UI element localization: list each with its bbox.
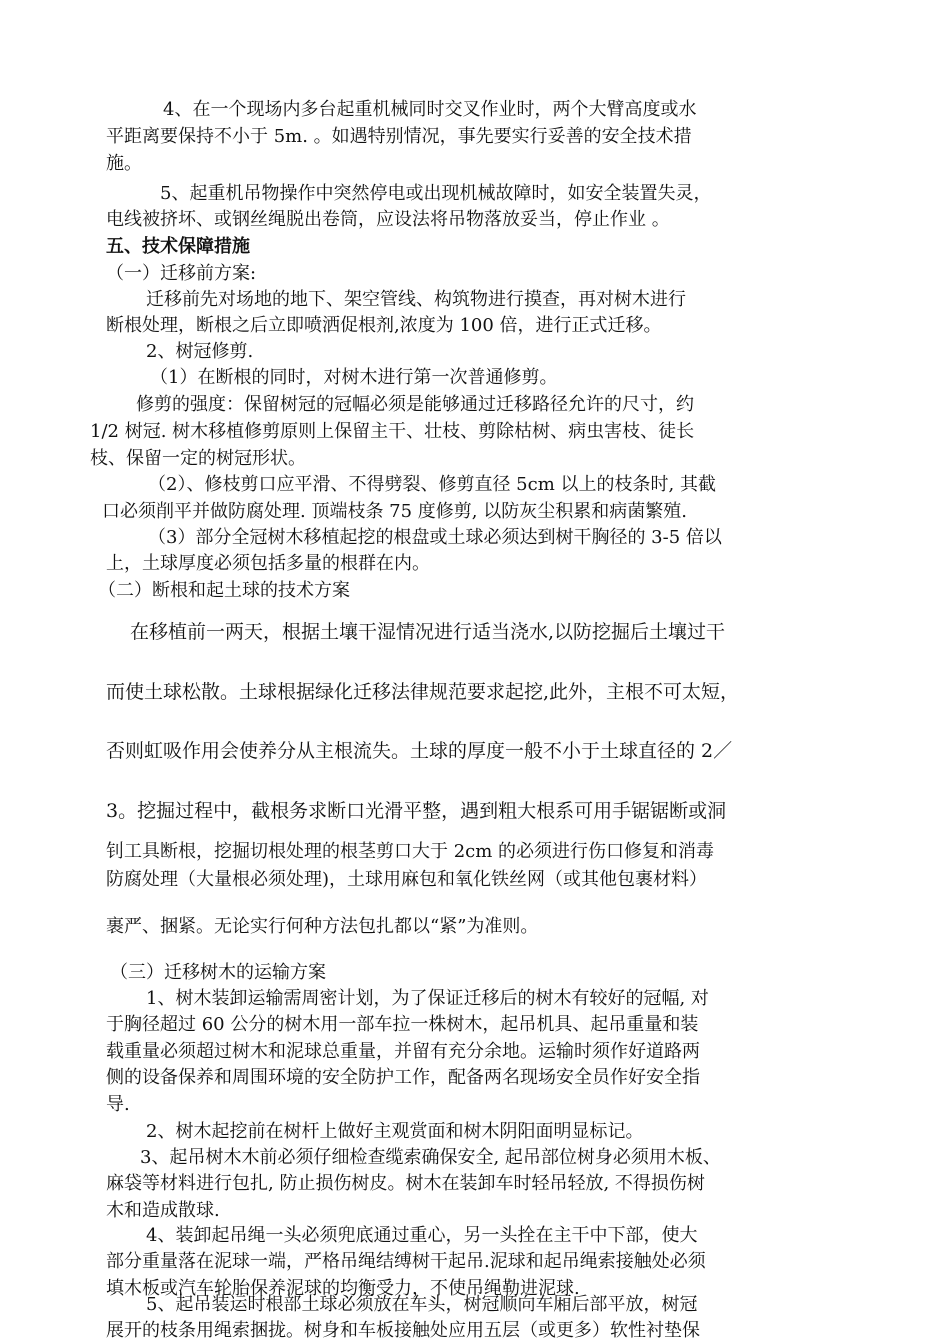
paragraph-line: 上，土球厚度必须包括多量的根群在内。 <box>106 553 430 574</box>
paragraph-line: 2、树冠修剪. <box>146 341 254 362</box>
paragraph-line: 侧的设备保养和周围环境的安全防护工作，配备两名现场安全员作好安全指 <box>106 1067 700 1088</box>
paragraph-line: 断根处理，断根之后立即喷洒促根剂,浓度为 100 倍，进行正式迁移。 <box>106 315 662 336</box>
paragraph-line: 2、树木起挖前在树杆上做好主观赏面和树木阴阳面明显标记。 <box>146 1121 644 1142</box>
paragraph-line: 3。挖掘过程中，截根务求断口光滑平整，遇到粗大根系可用手锯锯断或洞 <box>106 800 727 822</box>
paragraph-line: 4、装卸起吊绳一头必须兜底通过重心，另一头拴在主干中下部，使大 <box>146 1225 698 1246</box>
paragraph-line: 枝、保留一定的树冠形状。 <box>90 448 306 469</box>
paragraph-line: 5、起吊装运时根部土球必须放在车头，树冠顺向车厢后部平放，树冠 <box>146 1294 698 1315</box>
paragraph-line: 否则虹吸作用会使养分从主根流失。土球的厚度一般不小于土球直径的 2／ <box>106 740 733 762</box>
paragraph-line: 电线被挤坏、或钢丝绳脱出卷筒，应设法将吊物落放妥当，停止作业 。 <box>106 209 670 230</box>
subsection-heading: （二）断根和起土球的技术方案 <box>98 580 350 601</box>
paragraph-line: （1）在断根的同时，对树木进行第一次普通修剪。 <box>150 367 558 388</box>
paragraph-line: 展开的枝条用绳索捆拢。树身和车板接触处应用五层（或更多）软性衬垫保 <box>106 1320 700 1341</box>
paragraph-line: 裹严、捆紧。无论实行何种方法包扎都以“紧”为准则。 <box>106 916 539 937</box>
paragraph-line: 在移植前一两天，根据土壤干湿情况进行适当浇水,以防挖掘后土壤过干 <box>130 621 726 643</box>
paragraph-line: 平距离要保持不小于 5m. 。如遇特别情况，事先要实行妥善的安全技术措 <box>106 126 692 147</box>
paragraph-line: 3、起吊树木木前必须仔细检查缆索确保安全, 起吊部位树身必须用木板、 <box>140 1147 721 1168</box>
paragraph-line: 填木板或汽车轮胎保养泥球的均衡受力，不使吊绳勒进泥球. <box>106 1278 580 1299</box>
paragraph-line: （3）部分全冠树木移植起挖的根盘或土球必须达到树干胸径的 3-5 倍以 <box>148 527 722 548</box>
subsection-heading: （三）迁移树木的运输方案 <box>110 962 326 983</box>
paragraph-line: 而使土球松散。土球根据绿化迁移法律规范要求起挖,此外，主根不可太短， <box>106 681 740 703</box>
section-heading: 五、技术保障措施 <box>106 236 250 257</box>
paragraph-line: 5、起重机吊物操作中突然停电或出现机械故障时，如安全装置失灵， <box>160 183 712 204</box>
paragraph-line: 麻袋等材料进行包扎, 防止损伤树皮。树木在装卸车时轻吊轻放, 不得损伤树 <box>106 1173 705 1194</box>
paragraph-line: 导. <box>106 1094 130 1115</box>
paragraph-line: （2）、修枝剪口应平滑、不得劈裂、修剪直径 5cm 以上的枝条时, 其截 <box>148 474 716 495</box>
paragraph-line: 施。 <box>106 153 142 174</box>
paragraph-line: 口必须削平并做防腐处理. 顶端枝条 75 度修剪, 以防灰尘积累和病菌繁殖. <box>102 501 687 522</box>
paragraph-line: 1、树木装卸运输需周密计划，为了保证迁移后的树木有较好的冠幅, 对 <box>146 988 709 1009</box>
paragraph-line: 1/2 树冠. 树木移植修剪原则上保留主干、壮枝、剪除枯树、病虫害枝、徒长 <box>90 421 695 442</box>
paragraph-line: 于胸径超过 60 公分的树木用一部车拉一株树木，起吊机具、起吊重量和装 <box>106 1014 699 1035</box>
paragraph-line: 载重量必须超过树木和泥球总重量，并留有充分余地。运输时须作好道路两 <box>106 1041 700 1062</box>
paragraph-line: 木和造成散球. <box>106 1200 220 1221</box>
subsection-heading: （一）迁移前方案: <box>106 263 257 284</box>
paragraph-line: 钊工具断根，挖掘切根处理的根茎剪口大于 2cm 的必须进行伤口修复和消毒 <box>106 841 715 862</box>
paragraph-line: 部分重量落在泥球一端，严格吊绳结缚树干起吊.泥球和起吊绳索接触处必须 <box>106 1251 706 1272</box>
paragraph-line: 迁移前先对场地的地下、架空管线、构筑物进行摸查，再对树木进行 <box>146 289 686 310</box>
paragraph-line: 4、在一个现场内多台起重机械同时交叉作业时，两个大臂高度或水 <box>163 99 697 120</box>
paragraph-line: 修剪的强度：保留树冠的冠幅必须是能够通过迁移路径允许的尺寸，约 <box>136 394 694 415</box>
paragraph-line: 防腐处理（大量根必须处理)，土球用麻包和氧化铁丝网（或其他包裹材料） <box>106 869 708 890</box>
